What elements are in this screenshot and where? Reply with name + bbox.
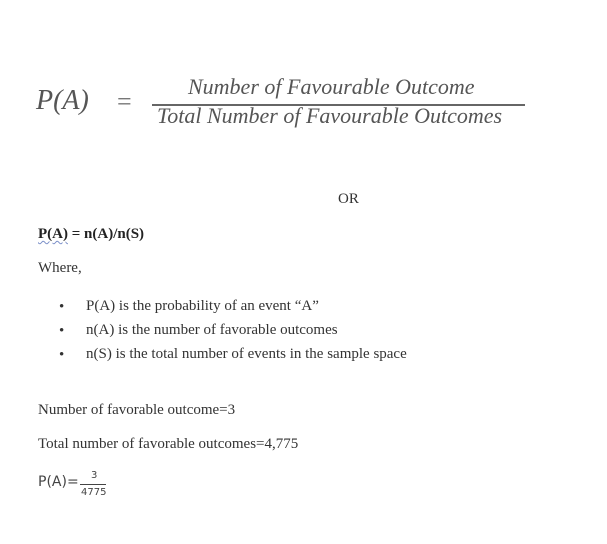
result-numerator: 3 xyxy=(91,470,98,481)
result-fraction-bar xyxy=(80,484,106,485)
bullet-icon: • xyxy=(59,299,65,315)
equation-denominator: Total Number of Favourable Outcomes xyxy=(157,103,503,128)
definition-item: • P(A) is the probability of an event “A” xyxy=(59,298,319,315)
alternate-formula xyxy=(38,226,144,243)
result-denominator: 4775 xyxy=(81,487,107,498)
bullet-icon: • xyxy=(59,323,65,339)
total-outcomes-line: Total number of favorable outcomes=4,775 xyxy=(38,436,299,452)
definition-item: • n(A) is the number of favorable outcomes xyxy=(59,322,338,339)
formula-lhs: P(A) xyxy=(38,226,68,242)
or-label: OR xyxy=(338,191,359,207)
equals-sign: = xyxy=(117,87,132,116)
where-label: Where, xyxy=(38,260,82,276)
definitions-list xyxy=(58,296,407,368)
equation-lhs: P(A) xyxy=(36,85,89,116)
definition-item: • n(S) is the total number of events in the sample space xyxy=(59,346,407,363)
result-lhs: P(A)= xyxy=(38,474,79,490)
favorable-outcome-line: Number of favorable outcome=3 xyxy=(38,402,236,418)
formula-rhs: = n(A)/n(S) xyxy=(68,226,145,242)
bullet-icon: • xyxy=(59,347,65,363)
equation-numerator: Number of Favourable Outcome xyxy=(188,74,475,99)
